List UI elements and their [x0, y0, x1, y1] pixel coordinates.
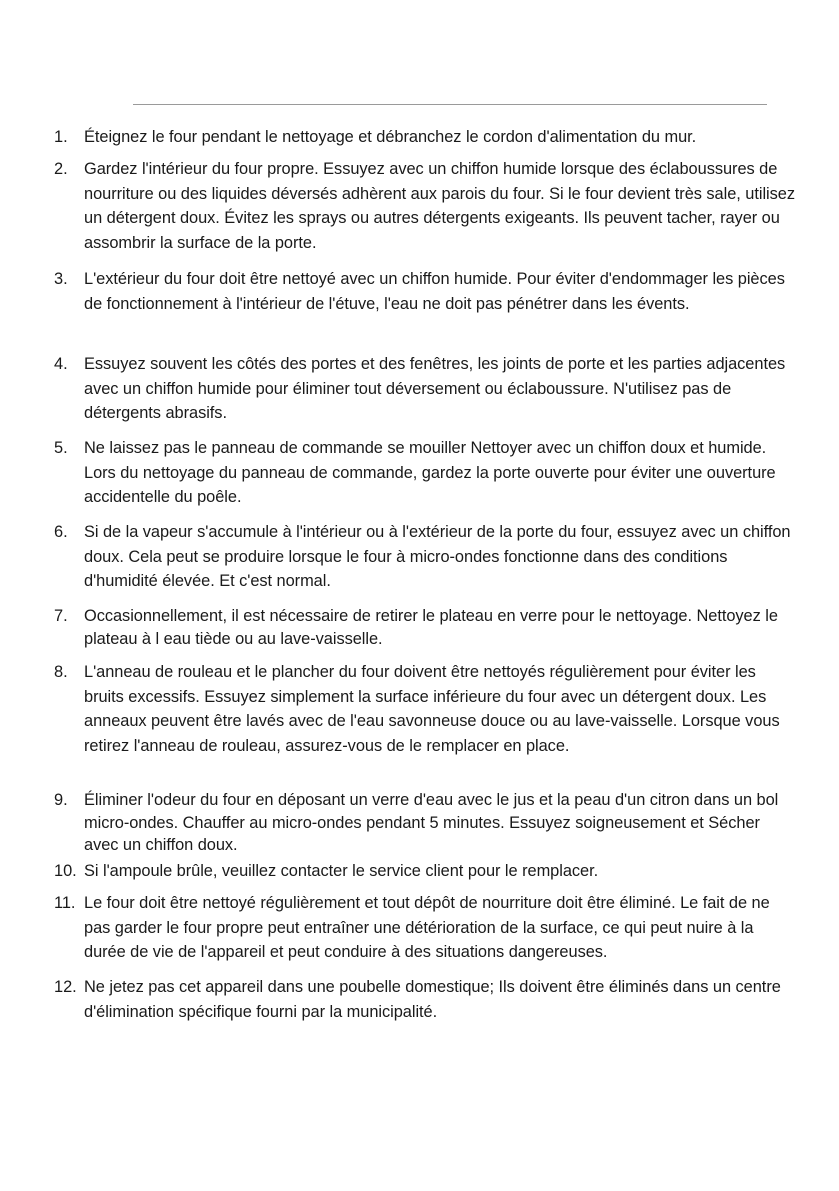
list-item — [54, 125, 796, 150]
item-text: Gardez l'intérieur du four propre. Essuyez avec un chiffon humide lorsque des éclaboussures de nourriture ou des liquides déversés adhèrent aux parois du four. Si le four devient très sale, utilisez un détergent doux. Évitez les sprays ou autres détergents exigeants. Ils peuvent tacher, rayer ou assombrir la surface de la porte. — [84, 160, 795, 252]
item-number: 11. — [54, 894, 76, 912]
item-text: Éliminer l'odeur du four en déposant un verre d'eau avec le jus et la peau d'un citron dans un bol micro-ondes. Chauffer au micro-ondes pendant 5 minutes. Essuyez soigneusement et Sécher avec un chiffon doux. — [84, 791, 779, 854]
item-number: 4. — [54, 355, 68, 373]
header-divider — [133, 104, 767, 105]
item-text: Occasionnellement, il est nécessaire de retirer le plateau en verre pour le nettoyage. Nettoyez le plateau à l eau tiède ou au lave-vaisselle. — [84, 607, 778, 648]
list-item — [54, 605, 796, 650]
item-text: Si l'ampoule brûle, veuillez contacter le service client pour le remplacer. — [84, 862, 599, 880]
list-item — [54, 520, 796, 594]
item-text: L'anneau de rouleau et le plancher du four doivent être nettoyés régulièrement pour éviter les bruits excessifs. Essuyez simplement la surface inférieure du four avec un détergent doux. Les anneaux peuvent être lavés avec de l'eau savonneuse douce ou au lave-vaisselle. Lorsque vous retirez l'anneau de rouleau, assurez-vous de le remplacer en place. — [84, 663, 780, 755]
item-number: 6. — [54, 523, 68, 541]
item-text: L'extérieur du four doit être nettoyé avec un chiffon humide. Pour éviter d'endommager les pièces de fonctionnement à l'intérieur de l'étuve, l'eau ne doit pas pénétrer dans les évents. — [84, 270, 785, 313]
list-item — [54, 891, 796, 965]
list-item — [54, 267, 796, 316]
list-item — [54, 660, 796, 758]
item-text: Ne laissez pas le panneau de commande se mouiller Nettoyer avec un chiffon doux et humide. Lors du nettoyage du panneau de commande, gardez la porte ouverte pour éviter une ouverture accidentelle du poêle. — [84, 439, 776, 506]
item-number: 5. — [54, 439, 68, 457]
item-text: Essuyez souvent les côtés des portes et des fenêtres, les joints de porte et les parties adjacentes avec un chiffon humide pour éliminer tout déversement ou éclaboussure. N'utilisez pas de détergents abrasifs. — [84, 355, 786, 422]
list-item — [54, 975, 796, 1024]
item-number: 7. — [54, 607, 68, 625]
list-item — [54, 352, 796, 426]
item-number: 10. — [54, 862, 77, 880]
item-number: 8. — [54, 663, 68, 681]
item-text: Ne jetez pas cet appareil dans une poubelle domestique; Ils doivent être éliminés dans un centre d'élimination spécifique fourni par la municipalité. — [84, 978, 781, 1021]
item-number: 3. — [54, 270, 68, 288]
item-text: Éteignez le four pendant le nettoyage et débranchez le cordon d'alimentation du mur. — [84, 128, 697, 146]
item-number: 2. — [54, 160, 68, 178]
list-item — [54, 436, 796, 510]
item-number: 9. — [54, 791, 68, 809]
list-item — [54, 157, 796, 255]
list-item — [54, 789, 796, 857]
list-item — [54, 859, 796, 884]
item-text: Si de la vapeur s'accumule à l'intérieur ou à l'extérieur de la porte du four, essuyez avec un chiffon doux. Cela peut se produire lorsque le four à micro-ondes fonctionne dans des conditions d'humidité élevée. Et c'est normal. — [84, 523, 791, 590]
item-number: 12. — [54, 978, 77, 996]
item-text: Le four doit être nettoyé régulièrement et tout dépôt de nourriture doit être éliminé. Le fait de ne pas garder le four propre peut entraîner une détérioration de la surface, ce qui peut nuire à la durée de vie de l'appareil et peut conduire à des situations dangereuses. — [84, 894, 770, 961]
item-number: 1. — [54, 128, 68, 146]
